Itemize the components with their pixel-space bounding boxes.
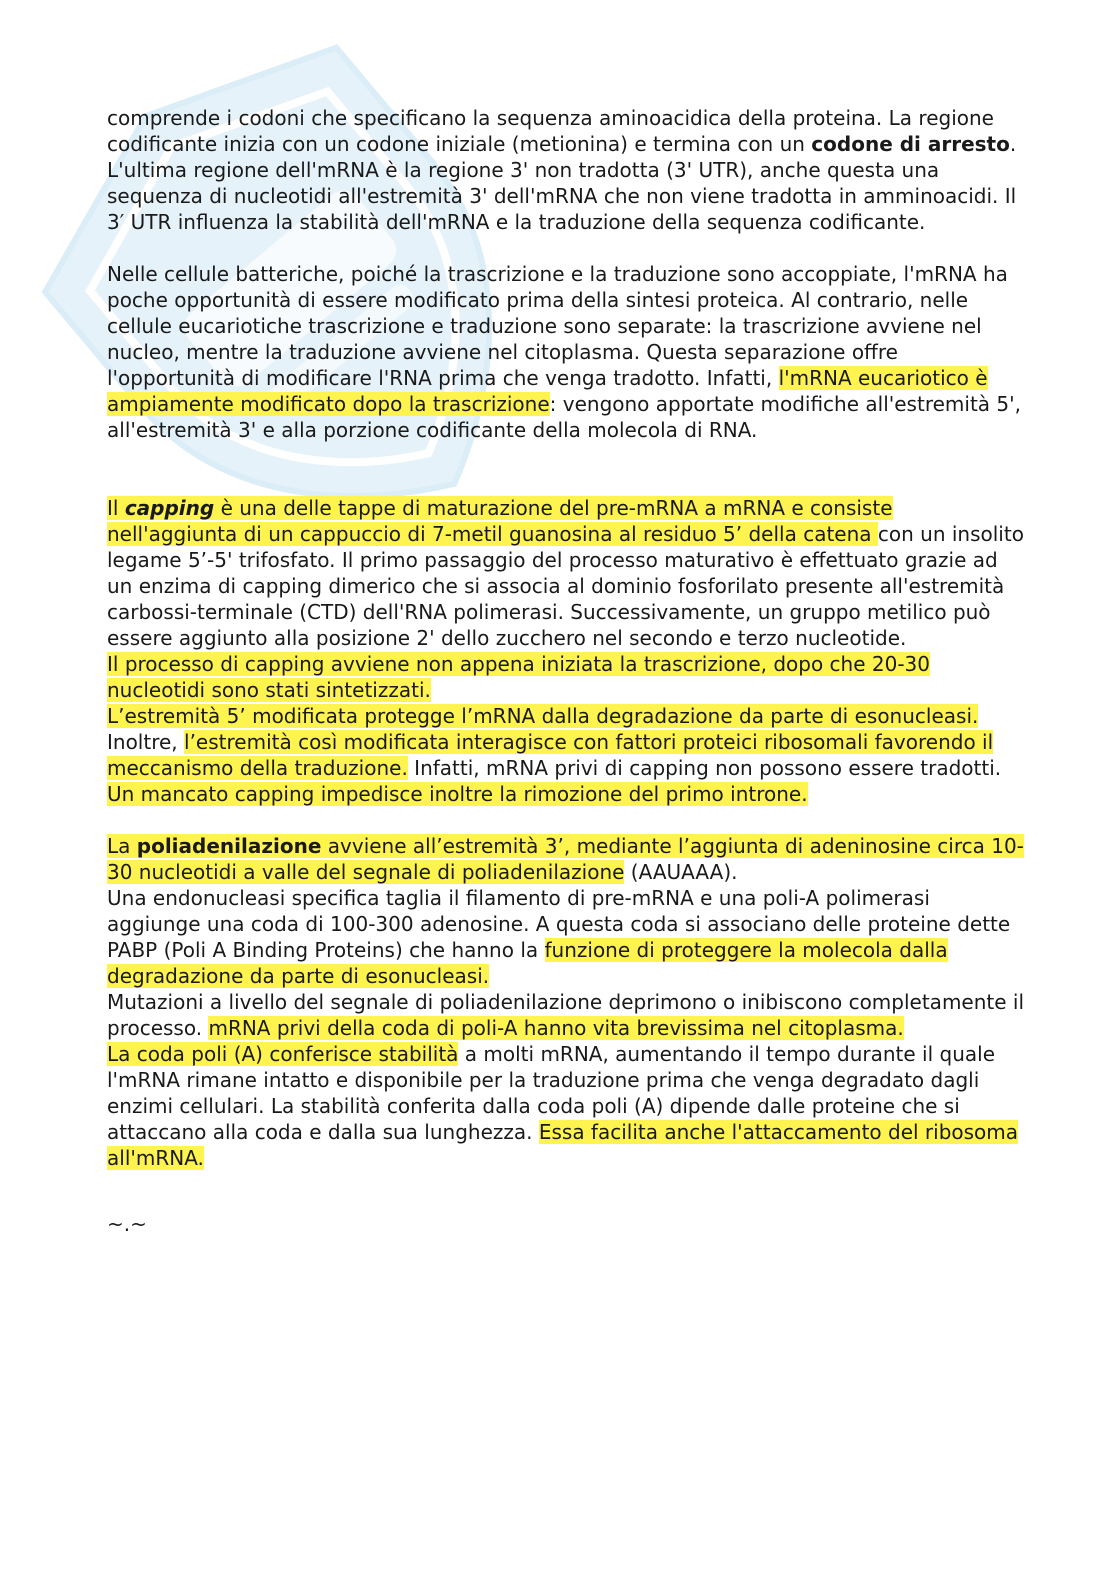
text-run: l’estremità così modificata interagisce con fattori proteici ribosomali favorendo il meccanismo della traduzione.: [107, 730, 994, 780]
text-run: Un mancato capping impedisce inoltre la rimozione del primo introne.: [107, 782, 808, 806]
document-body: [107, 105, 1027, 1237]
text-run: comprende i codoni che specificano la sequenza aminoacidica della proteina. La regione codificante inizia con un codone iniziale (metionina) e termina con un: [107, 106, 994, 156]
text-run: L’estremità 5’ modificata protegge l’mRNA dalla degradazione da parte di esonucleasi.: [107, 704, 979, 728]
closing-mark: [107, 1211, 1027, 1237]
paragraph-capping-protection: [107, 703, 1027, 729]
text-run: Inoltre,: [107, 730, 185, 754]
text-run: è una delle tappe di maturazione del pre-mRNA a mRNA e consiste nell'aggiunta di un cappuccio di 7-metil guanosina al residuo 5’ della catena: [107, 496, 893, 546]
text-run: La: [107, 834, 137, 858]
text-run: a molti mRNA, aumentando il tempo durante il quale l'mRNA rimane intatto e disponibile per la traduzione prima che venga degradato dagli enzimi cellulari. La stabilità conferita dalla coda poli (A) dipende dalle proteine che si attaccano alla coda e dalla sua lunghezza.: [107, 1042, 996, 1144]
text-run: poliadenilazione: [136, 834, 322, 858]
text-run: Nelle cellule batteriche, poiché la trascrizione e la traduzione sono accoppiate, l'mRNA ha poche opportunità di essere modificato prima della sintesi proteica. Al contrario, nelle cellule eucariotiche trascrizione e traduzione sono separate: la trascrizione avviene nel nucleo, mentre la traduzione avviene nel citoplasma. Questa separazione offre l'opportunità di modificare l'RNA prima che venga tradotto. Infatti,: [107, 262, 1008, 390]
text-run: La coda poli (A) conferisce stabilità: [107, 1042, 459, 1066]
paragraph-capping-translation: [107, 729, 1027, 807]
text-run: con un insolito legame 5’-5' trifosfato. Il primo passaggio del processo maturativo è effettuato grazie ad un enzima di capping dimerico che si associa al dominio fosforilato presente all'estremità carbossi-terminale (CTD) dell'RNA polimerasi. Successivamente, un gruppo metilico può essere aggiunto alla posizione 2' dello zucchero nel secondo e terzo nucleotide.: [107, 522, 1024, 650]
text-run: Il: [107, 496, 125, 520]
paragraph-capping: [107, 495, 1027, 651]
paragraph-3-utr: [107, 157, 1027, 235]
paragraph-polya-stability: [107, 1041, 1027, 1171]
text-run: mRNA privi della coda di poli-A hanno vita brevissima nel citoplasma.: [208, 1016, 904, 1040]
text-run: ~.~: [107, 1212, 147, 1236]
paragraph-polya-mutations: [107, 989, 1027, 1041]
paragraph-capping-timing: [107, 651, 1027, 703]
text-run: Mutazioni a livello del segnale di poliadenilazione deprimono o inibiscono completamente il processo.: [107, 990, 1025, 1040]
text-run: funzione di proteggere la molecola dalla degradazione da parte di esonucleasi.: [107, 938, 948, 988]
text-run: codone di arresto: [811, 132, 1010, 156]
text-run: avviene all’estremità 3’, mediante l’aggiunta di adeninosine circa 10-30 nucleotidi a valle del segnale di poliadenilazione: [107, 834, 1024, 884]
text-run: : vengono apportate modifiche all'estremità 5', all'estremità 3' e alla porzione codificante della molecola di RNA.: [107, 392, 1021, 442]
paragraph-coding-region: [107, 105, 1027, 157]
text-run: capping: [124, 496, 215, 520]
text-run: Essa facilita anche l'attaccamento del ribosoma all'mRNA.: [107, 1120, 1019, 1170]
text-run: Una endonucleasi specifica taglia il filamento di pre-mRNA e una poli-A polimerasi aggiunge una coda di 100-300 adenosine. A questa coda si associano delle proteine dette PABP (Poli A Binding Proteins) che hanno la: [107, 886, 1011, 962]
text-run: l'mRNA eucariotico è ampiamente modificato dopo la trascrizione: [107, 366, 988, 416]
text-run: Infatti, mRNA privi di capping non possono essere tradotti.: [407, 756, 1002, 780]
paragraph-polyadenylation: [107, 833, 1027, 885]
paragraph-polya-tail: [107, 885, 1027, 989]
text-run: (AAUAAA).: [624, 860, 738, 884]
text-run: .: [1009, 132, 1017, 156]
paragraph-eukaryotic-modification: [107, 261, 1027, 443]
text-run: Il processo di capping avviene non appena iniziata la trascrizione, dopo che 20-30 nucleotidi sono stati sintetizzati.: [107, 652, 931, 702]
text-run: L'ultima regione dell'mRNA è la regione 3' non tradotta (3' UTR), anche questa una sequenza di nucleotidi all'estremità 3' dell'mRNA che non viene tradotta in amminoacidi. Il 3′ UTR influenza la stabilità dell'mRNA e la traduzione della sequenza codificante.: [107, 158, 1017, 234]
